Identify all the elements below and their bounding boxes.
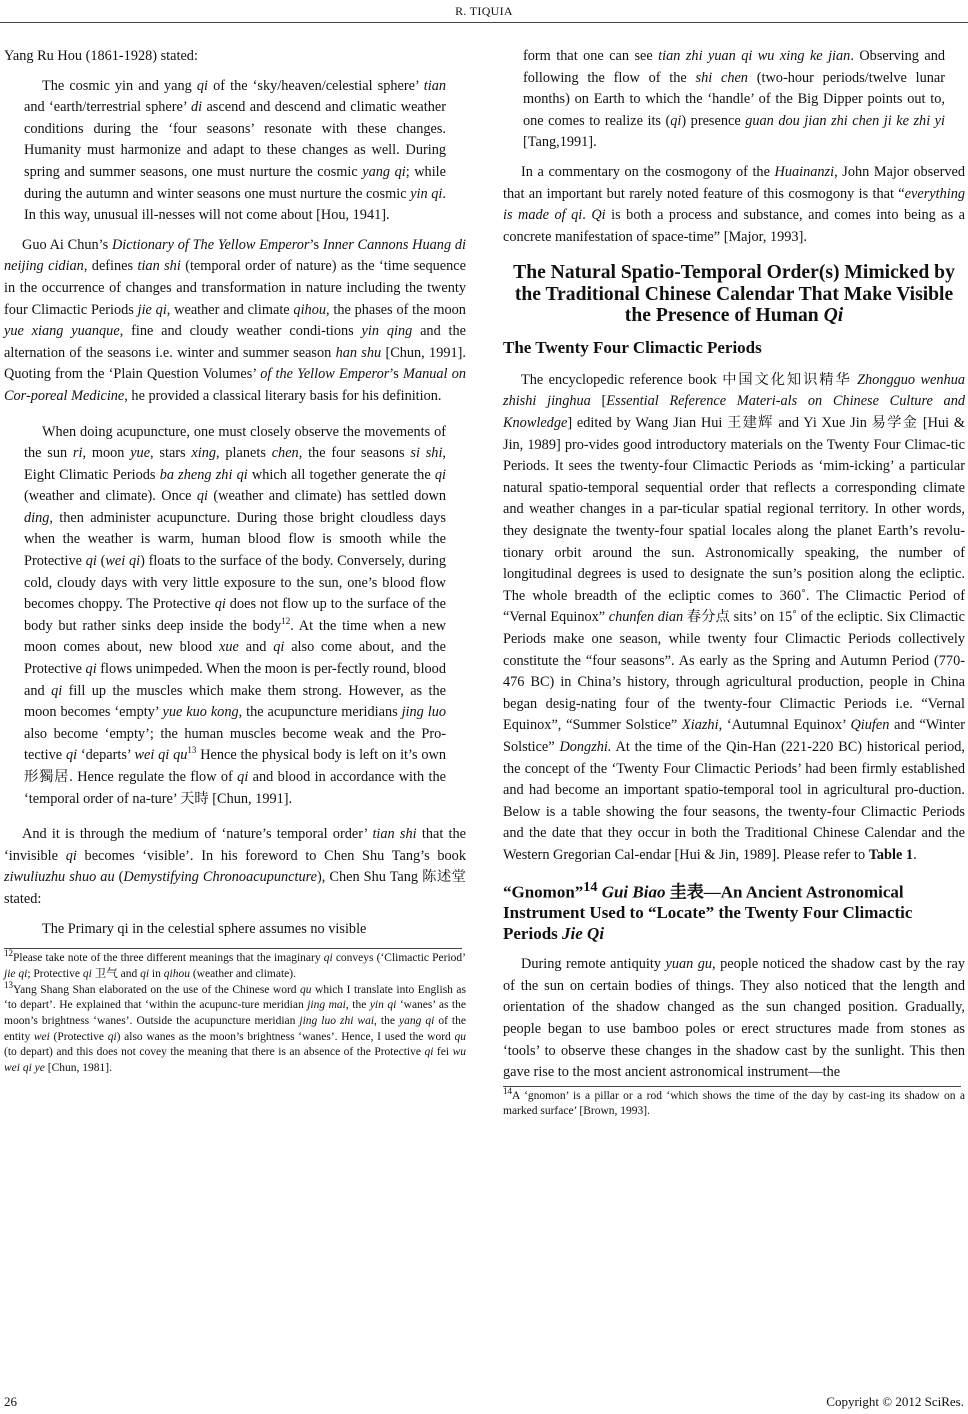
paragraph-intro: Yang Ru Hou (1861-1928) stated: — [4, 48, 198, 64]
footnote-ref-13[interactable]: 13 — [187, 745, 197, 756]
paragraph-remote-antiquity: During remote antiquity yuan gu, people noticed the shadow cast by the ray of the sun on certain bodies of things. They also noticed that the length and orientation of the shadow changed as the sun changed position. Gradually, people began to use bamboo poles or erect structures made from stones as ‘tools’ to observe these changes in the shadow cast by the sunlight. This then gave rise to the most ancient astronomical instrument—the — [503, 956, 966, 1081]
paragraph-huainanzi: In a commentary on the cosmogony of the Huainanzi, John Major observed that an important but rarely noted feature of this cosmogony is that “everything is made of qi. Qi is both a process and substance, and comes into being as a concrete manifestation of space-time” [Major, 1993]. — [503, 163, 966, 245]
footnote-13: $^{13}$Yang Shang Shan elaborated on the use of the Chinese word qu which I translate into English as ‘to depart’. He explained that ‘within the acupunc-ture meridian jing mai, the yin qi ‘wanes’ as the moon’s brightness ‘wanes’. Outside the acupuncture meridian jing luo zhi wai, the yang qi of the entity wei (Protective qi) also wanes as the moon’s brightness ‘wanes’. Hence, I used the word qu (to depart) and this does not covey the meaning that there is an absence of the Protective qi fei wu wei qi ye [Chun, 1981]. — [4, 979, 466, 1075]
footnote-rule-right — [503, 1086, 961, 1087]
right-column — [503, 46, 965, 1120]
header-rule — [0, 22, 968, 23]
block-quote-acupuncture: When doing acupuncture, one must closely observe the movements of the sun ri, moon yue, stars xing, planets chen, the four seasons si shi, Eight Climatic Periods ba zheng zhi qi which all together generate the qi (weather and climate). Once qi (weather and climate) has settled down ding, then administer acupuncture. During those bright cloudless days when the weather is warm, human blood flow is smooth while the Protective qi (wei qi) floats to the surface of the body. Conversely, during cold, cloudy days with very little exposure to the sun, one’s blood flow becomes choppy. The Protective qi does not flow up to the surface of the body but rather sinks deep inside the body$^{12}$. At the time when a new moon comes about, new blood xue and qi also come about, and the Protective qi flows unimpeded. When the moon is per-fectly round, blood and qi fill up the muscles which make them strong. However, as the moon becomes ‘empty’ yue kuo kong, the acupuncture meridians jing luo also become ‘empty’; the human muscles become weak and the Pro-tective qi ‘departs’ wei qi $qu^{13}$ Hence the physical body is left on it’s own 形獨居. Hence regulate the flow of qi and blood in accordance with the ‘temporal order of na-ture’ 天時 [Chun, 1991]. — [24, 423, 447, 807]
page-number: 26 — [4, 1394, 17, 1409]
left-column — [4, 46, 466, 1077]
footnote-14: $^{14}$A ‘gnomon’ is a pillar or a rod ‘which shows the time of the day by cast-ing its shadow on a marked surface’ [Brown, 1993]. — [503, 1085, 965, 1118]
footnote-ref-14[interactable]: 14 — [583, 878, 598, 895]
block-quote-tang-start: The Primary qi in the celestial sphere assumes no visible — [42, 920, 367, 937]
section-title: The Natural Spatio-Temporal Order(s) Mimicked by the Traditional Chinese Calendar That Make Visible the Presence of Human Qi — [513, 262, 955, 327]
running-head: R. TIQUIA — [455, 4, 513, 18]
subsection-title-gnomon: “Gnomon”$^{14}$ Gui Biao 圭表—An Ancient Astronomical Instrument Used to “Locate” the Twenty Four Climactic Periods Jie Qi — [503, 878, 913, 944]
paragraph-encyclopedic: The encyclopedic reference book 中国文化知识精华 Zhongguo wenhua zhishi jinghua [Essential Reference Materi-als on Chinese Culture and Knowledge] edited by Wang Jian Hui 王建辉 and Yi Xue Jin 易学金 [Hui & Jin, 1989] pro-vides good introductory materials on the Twenty Four Climac-tic Periods. It sees the twenty-four Climactic Periods as ‘mim-icking’ a particular natural spatio-temporal sequential order that reflects a corresponding climate and weather changes in a par-ticular spatial regional territory. In other words, they designate the twenty-four spatial locales along the planet Earth’s revolu-tionary orbit around the sun. Astronomically speaking, the number of longitudinal degrees is used to designate the sun’s position along the ecliptic. The whole breadth of the ecliptic comes to 360˚. The Climactic Period of “Vernal Equinox” chunfen dian 春分点 sits’ on 15˚ of the ecliptic. Six Climactic Periods make one season, while twenty four Climactic Periods collectively constitute the “four seasons”. As early as the Spring and Autumn Period (770-476 BC) in China’s history, through agricultural production, people in China began desig-nating four of the twenty-four Climactic Periods i.e. “Vernal Equinox”, “Summer Solstice” Xiazhi, ‘Autumnal Equinox’ Qiufen and “Winter Solstice” Dongzhi. At the time of the Qin-Han (221-220 BC) historical period, the concept of the ‘Twenty Four Climactic Periods’ had been firmly established and had become an important spatio-temporal tool in agricultural pro-duction. Below is a table showing the four seasons, the twenty-four Climactic Periods and the date that they occur in both the Traditional Chinese Calendar and the Western Gregorian Cal-endar [Hui & Jin, 1989]. Please refer to Table 1. — [503, 371, 966, 863]
block-quote-tang-cont: form that one can see tian zhi yuan qi wu xing ke jian. Observing and following the flow of the shi chen (two-hour periods/twelve lunar months) on Earth to which the ‘handle’ of the Big Dipper points out to, one comes to realize its (qi) presence guan dou jian zhi chen ji ke zhi yi [Tang,1991]. — [523, 48, 946, 151]
table-1-link[interactable]: Table 1 — [868, 846, 914, 863]
block-quote-hou: The cosmic yin and yang qi of the ‘sky/heaven/celestial sphere’ tian and ‘earth/terrestrial sphere’ di ascend and descend and climatic weather conditions during the ‘four seasons’ resonate with these changes. Humanity must harmonize and adapt to these changes as well. During spring and summer seasons, one must nurture the cosmic yang qi; while during the autumn and winter seasons one must nurture the cosmic yin qi. In this way, unusual ill-nesses will not come about [Hou, 1941]. — [24, 77, 446, 224]
subsection-title-climactic-periods: The Twenty Four Climactic Periods — [503, 337, 762, 357]
copyright-notice: Copyright © 2012 SciRes. — [826, 1394, 964, 1409]
paragraph-tian-shi: And it is through the medium of ‘nature’s temporal order’ tian shi that the ‘invisible qi becomes ‘visible’. In his foreword to Chen Shu Tang’s book ziwuliuzhu shuo au (Demystifying Chronoacupuncture), Chen Shu Tang 陈述堂 stated: — [4, 826, 466, 907]
footnote-rule — [4, 948, 462, 949]
footnote-ref-12[interactable]: 12 — [281, 616, 291, 627]
footnote-12: $^{12}$Please take note of the three different meanings that the imaginary qi conveys (‘Climactic Period’ jie qi; Protective qi 卫气 and qi in qihou (weather and climate). — [4, 948, 466, 980]
paragraph-guo-ai-chun: Guo Ai Chun’s Dictionary of The Yellow Emperor’s Inner Cannons Huang di neijing cidian, defines tian shi (temporal order of nature) as the ‘time sequence in the occurrence of changes and transformation in nature including the twenty four Climactic Periods jie qi, weather and climate qihou, the phases of the moon yue xiang yuanque, fine and cloudy weather condi-tions yin qing and the alternation of the seasons i.e. winter and summer season han shu [Chun, 1991]. Quoting from the ‘Plain Question Volumes’ of the Yellow Emperor’s Manual on Cor-poreal Medicine, he provided a classical literary basis for his definition. — [4, 236, 467, 404]
